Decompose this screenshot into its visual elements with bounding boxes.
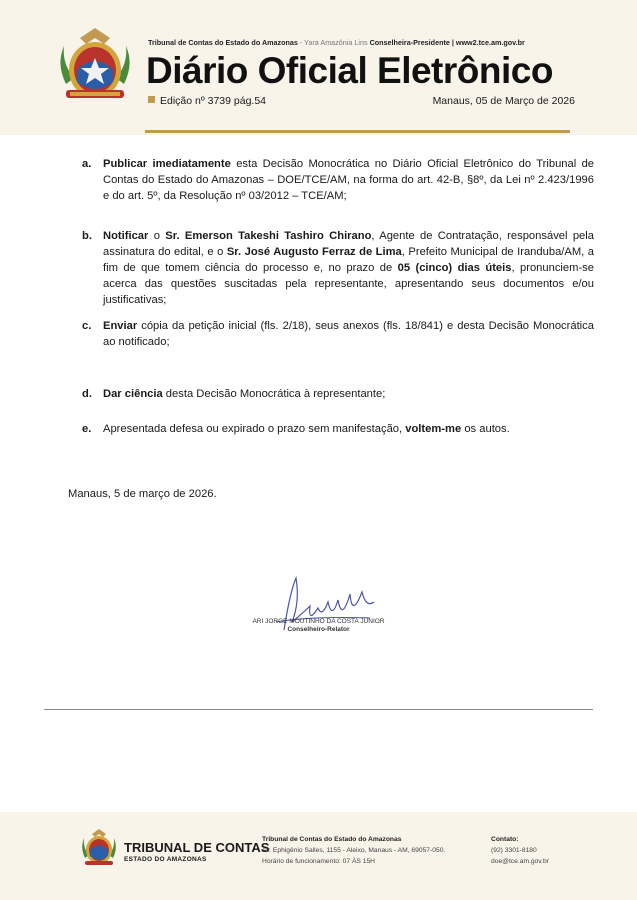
footer-phone: (92) 3301-8180	[491, 847, 537, 854]
signer-block	[200, 618, 437, 634]
header-institution-line: Tribunal de Contas do Estado do Amazonas - Yara Amazônia Lins Conselheira-Presidente | www2.tce.am.gov.br	[148, 38, 525, 47]
footer-email[interactable]: doe@tce.am.gov.br	[491, 858, 549, 865]
footer-contact-block: Contato: (92) 3301-8180 doe@tce.am.gov.br	[491, 836, 549, 865]
footer-brand-title: TRIBUNAL DE CONTAS	[124, 840, 270, 855]
masthead-title: Diário Oficial Eletrônico	[146, 50, 553, 91]
signer-name: ARI JORGE MOUTINHO DA COSTA JÚNIOR	[252, 618, 385, 625]
signer-role: Conselheiro-Relator	[287, 626, 350, 633]
footer-coat-of-arms-icon	[78, 828, 120, 870]
closing-place-date: Manaus, 5 de março de 2026.	[68, 488, 217, 500]
content-divider	[44, 709, 593, 710]
list-item-c: c. Enviar cópia da petição inicial (fls. 2/18), seus anexos (fls. 18/841) e desta Decisão Monocrática ao notificado;	[82, 320, 594, 348]
list-item-b: b. Notificar o Sr. Emerson Takeshi Tashiro Chirano, Agente de Contratação, responsável pela assinatura do edital, e o Sr. José Augusto Ferraz de Lima, Prefeito Municipal de Iranduba/AM, a fim de que tomem ciência do processo e, no prazo de 05 (cinco) dias úteis, pronunciem-se acerca das questões suscitadas pela representante, apresentando seus documentos e/ou justificativas;	[82, 230, 595, 306]
coat-of-arms-icon	[52, 24, 138, 110]
list-item-e: e. Apresentada defesa ou expirado o prazo sem manifestação, voltem-me os autos.	[82, 423, 510, 435]
footer-address-block: Tribunal de Contas do Estado do Amazonas Av. Ephigênio Salles, 1155 - Aleixo, Manaus - AM, 69057-050. Horário de funcionamento: 07 ÀS 15H	[262, 836, 446, 865]
publication-date: Manaus, 05 de Março de 2026	[432, 95, 575, 107]
bullet-square-icon	[148, 96, 155, 103]
edition-info: Edição nº 3739 pág.54	[148, 95, 266, 107]
list-item-d: d. Dar ciência desta Decisão Monocrática à representante;	[82, 388, 386, 400]
footer-brand-subtitle: ESTADO DO AMAZONAS	[124, 856, 207, 863]
list-item-a: a. Publicar imediatamente esta Decisão Monocrática no Diário Oficial Eletrônico do Tribunal de Contas do Estado do Amazonas – DOE/TCE/AM, na forma do art. 42-B, §8º, da Lei nº 2.423/1996 e do art. 5º, da Resolução nº 03/2012 – TCE/AM;	[82, 158, 595, 202]
header-divider	[145, 130, 570, 133]
